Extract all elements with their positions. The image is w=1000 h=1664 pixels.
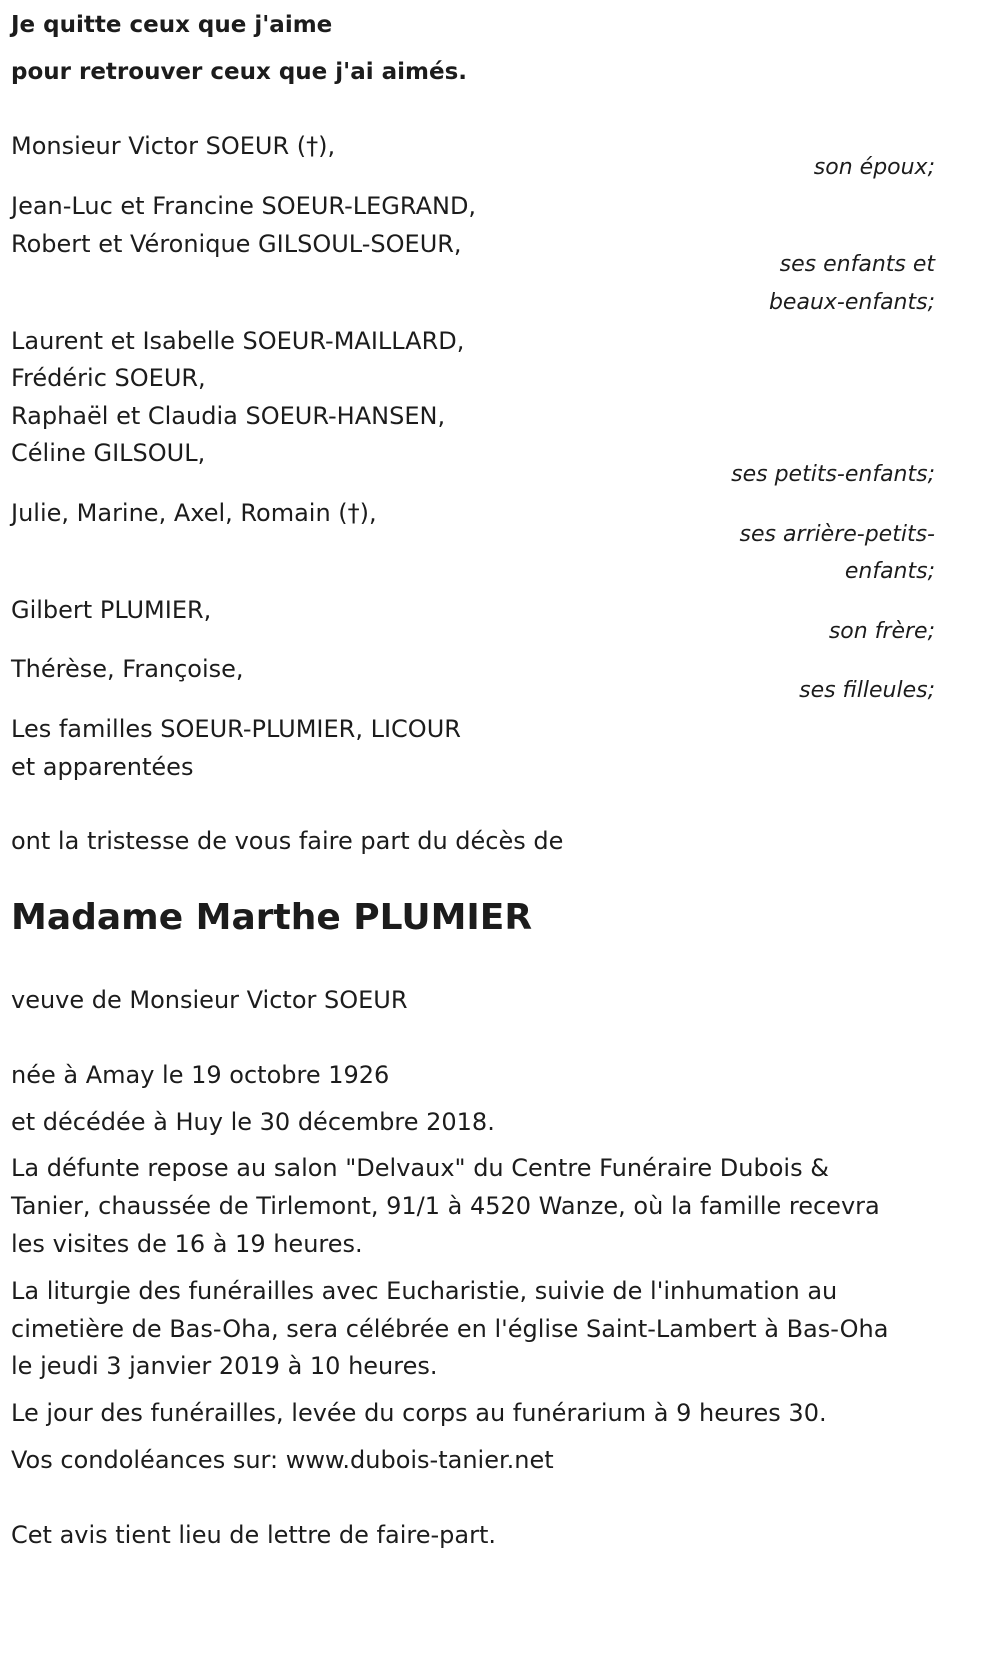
family-name: Céline GILSOUL, bbox=[11, 439, 206, 467]
rest-info: les visites de 16 à 19 heures. bbox=[11, 1230, 363, 1258]
family-name: Thérèse, Françoise, bbox=[11, 655, 244, 683]
rest-info: Tanier, chaussée de Tirlemont, 91/1 à 4520 Wanze, où la famille recevra bbox=[11, 1192, 880, 1220]
family-relation: son frère; bbox=[828, 619, 935, 644]
family-name: Raphaël et Claudia SOEUR-HANSEN, bbox=[11, 402, 446, 430]
family-name: Julie, Marine, Axel, Romain (†), bbox=[11, 499, 377, 527]
levee-info: Le jour des funérailles, levée du corps au funérarium à 9 heures 30. bbox=[11, 1399, 827, 1427]
family-relation: ses petits-enfants; bbox=[731, 462, 935, 487]
family-name: Monsieur Victor SOEUR (†), bbox=[11, 132, 336, 160]
birth-info: née à Amay le 19 octobre 1926 bbox=[11, 1061, 390, 1089]
epigraph-line-1: Je quitte ceux que j'aime bbox=[11, 12, 333, 38]
family-relation: son époux; bbox=[813, 155, 935, 180]
widow-of: veuve de Monsieur Victor SOEUR bbox=[11, 986, 408, 1014]
family-name: Robert et Véronique GILSOUL-SOEUR, bbox=[11, 230, 462, 258]
family-name: Frédéric SOEUR, bbox=[11, 364, 206, 392]
death-info: et décédée à Huy le 30 décembre 2018. bbox=[11, 1108, 495, 1136]
epigraph-line-2: pour retrouver ceux que j'ai aimés. bbox=[11, 59, 468, 85]
liturgy-info: La liturgie des funérailles avec Eucharistie, suivie de l'inhumation au bbox=[11, 1277, 838, 1305]
family-relation: enfants; bbox=[844, 559, 935, 584]
family-name: Les familles SOEUR-PLUMIER, LICOUR bbox=[11, 715, 461, 743]
deceased-name: Madame Marthe PLUMIER bbox=[11, 897, 533, 938]
liturgy-info: cimetière de Bas-Oha, sera célébrée en l'église Saint-Lambert à Bas-Oha bbox=[11, 1315, 889, 1343]
rest-info: La défunte repose au salon "Delvaux" du Centre Funéraire Dubois & bbox=[11, 1154, 829, 1182]
family-relation: ses enfants et bbox=[779, 252, 935, 277]
family-relation: ses arrière-petits- bbox=[739, 522, 935, 547]
family-name: Gilbert PLUMIER, bbox=[11, 596, 212, 624]
announcement: ont la tristesse de vous faire part du décès de bbox=[11, 827, 564, 855]
family-relation: beaux-enfants; bbox=[768, 290, 935, 315]
family-relation: ses filleules; bbox=[799, 678, 935, 703]
family-name: Jean-Luc et Francine SOEUR-LEGRAND, bbox=[11, 192, 477, 220]
family-name: Laurent et Isabelle SOEUR-MAILLARD, bbox=[11, 327, 465, 355]
condolences-info: Vos condoléances sur: www.dubois-tanier.net bbox=[11, 1446, 554, 1474]
family-name: et apparentées bbox=[11, 753, 194, 781]
closing-note: Cet avis tient lieu de lettre de faire-part. bbox=[11, 1521, 496, 1549]
liturgy-info: le jeudi 3 janvier 2019 à 10 heures. bbox=[11, 1352, 438, 1380]
